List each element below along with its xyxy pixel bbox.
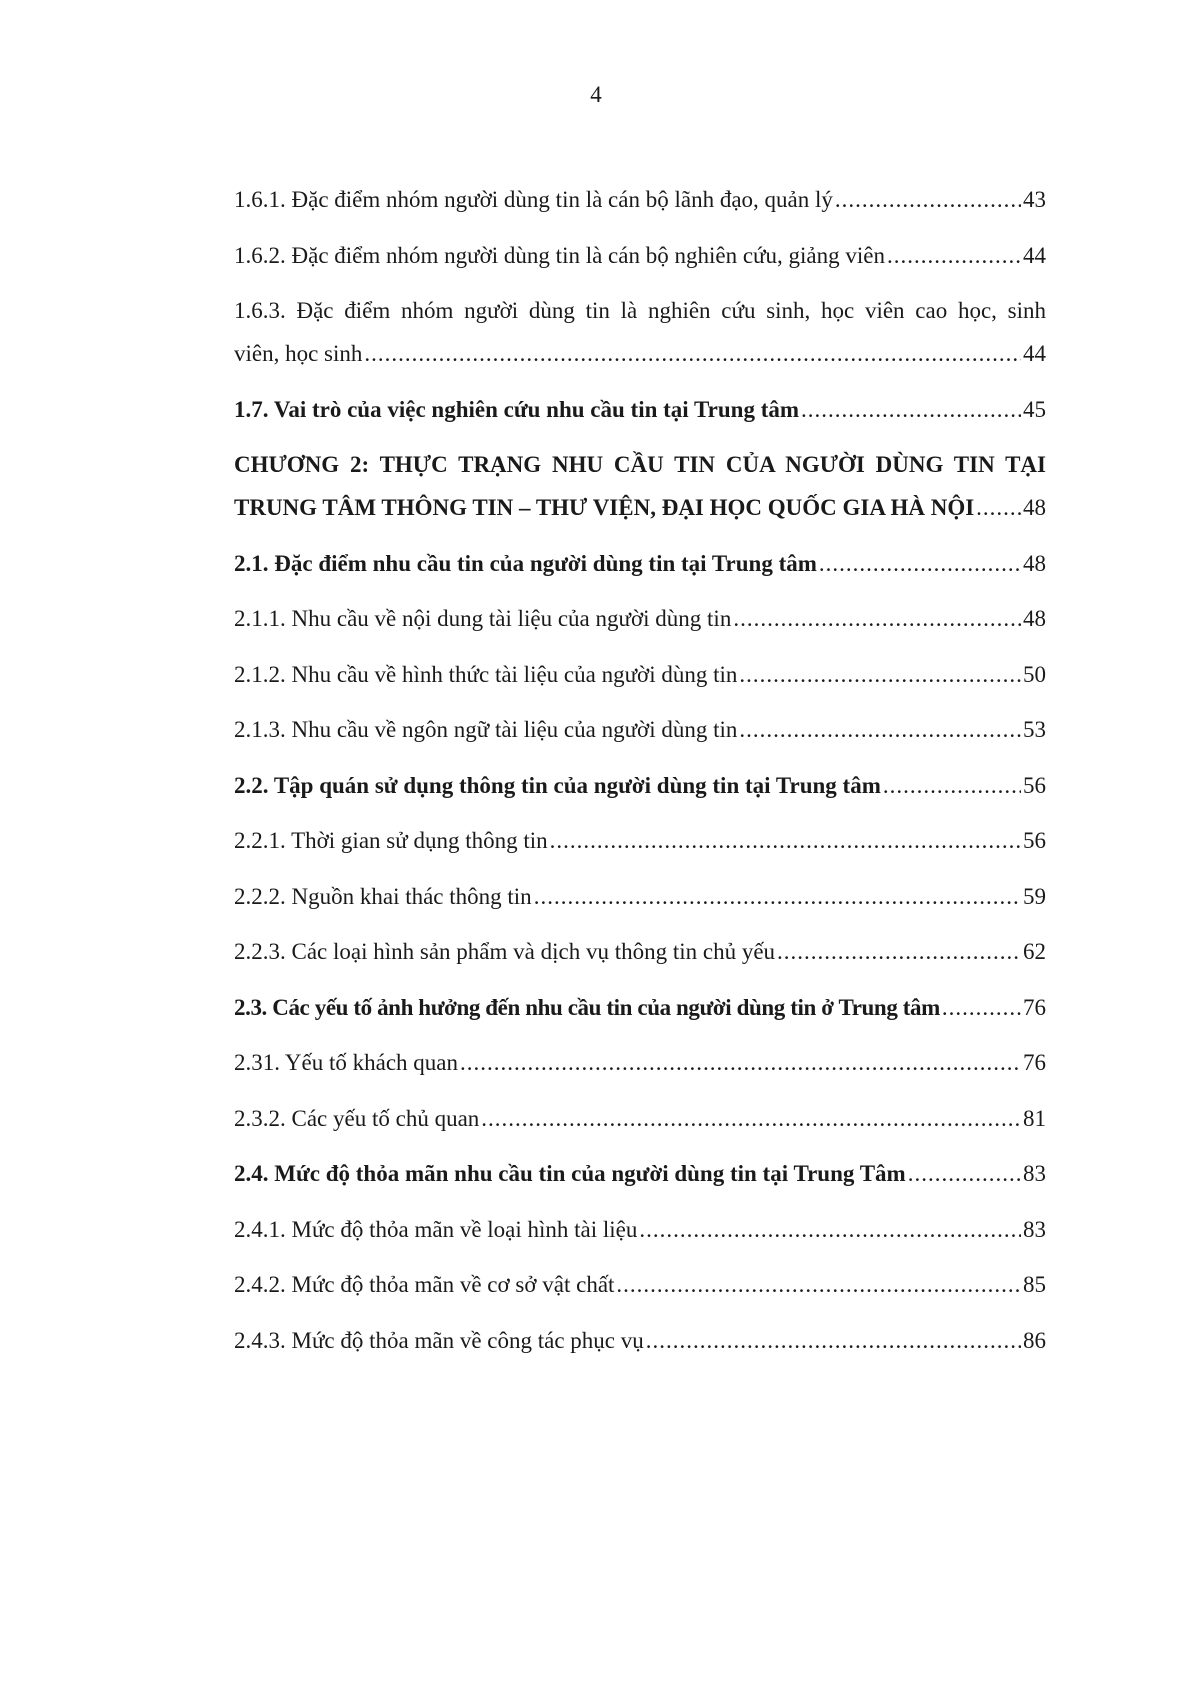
toc-entry-page: 83 xyxy=(1023,1161,1046,1186)
toc-entry-title: 2.2.2. Nguồn khai thác thông tin xyxy=(234,883,532,909)
toc-entry-page: 50 xyxy=(1023,661,1046,687)
dot-leader xyxy=(646,1319,1021,1362)
dot-leader xyxy=(364,332,1021,375)
dot-leader xyxy=(460,1041,1021,1084)
toc-entry-title: viên, học sinh xyxy=(234,341,363,366)
toc-entry-title: 2.1.1. Nhu cầu về nội dung tài liệu của người dùng tin xyxy=(234,606,732,631)
toc-entry-title: TRUNG TÂM THÔNG TIN – THƯ VIỆN, ĐẠI HỌC QUỐC GIA HÀ NỘI xyxy=(234,495,975,520)
toc-entry-2-3-2[interactable] xyxy=(234,1097,1046,1140)
dot-leader xyxy=(739,708,1021,751)
toc-entry-page: 59 xyxy=(1023,883,1046,909)
toc-entry-2-2-3[interactable] xyxy=(234,930,1046,973)
toc-entry-title: 2.31. Yếu tố khách quan xyxy=(234,1050,458,1075)
toc-entry-title: 2.1.2. Nhu cầu về hình thức tài liệu của người dùng tin xyxy=(234,661,738,687)
toc-entry-2-1-2[interactable] xyxy=(234,653,1046,696)
toc-entry-2-2-1[interactable] xyxy=(234,819,1046,862)
toc-entry-title: 1.7. Vai trò của việc nghiên cứu nhu cầu tin tại Trung tâm xyxy=(234,396,800,422)
dot-leader xyxy=(819,542,1021,585)
page-number: 4 xyxy=(590,82,602,107)
toc-entry-chapter-2[interactable] xyxy=(234,443,1046,529)
dot-leader xyxy=(481,1097,1021,1140)
toc-entry-title: 2.3. Các yếu tố ảnh hưởng đến nhu cầu tin của người dùng tin ở Trung tâm xyxy=(234,994,940,1020)
toc-entry-title: 2.2.3. Các loại hình sản phẩm và dịch vụ thông tin chủ yếu xyxy=(234,939,776,964)
toc-entry-1-6-1[interactable] xyxy=(234,178,1046,221)
toc-entry-title: 2.1. Đặc điểm nhu cầu tin của người dùng tin tại Trung tâm xyxy=(234,550,817,576)
toc-entry-page: 45 xyxy=(1023,396,1046,422)
toc-entry-2-1-1[interactable] xyxy=(234,597,1046,640)
toc-entry-2-3-1[interactable] xyxy=(234,1041,1046,1084)
dot-leader xyxy=(534,875,1021,918)
toc-entry-title: 2.4.2. Mức độ thỏa mãn về cơ sở vật chất xyxy=(234,1272,615,1297)
toc-entry-title-line1: CHƯƠNG 2: THỰC TRẠNG NHU CẦU TIN CỦA NGƯỜI DÙNG TIN TẠI xyxy=(234,452,1046,477)
toc-entry-title: 2.2.1. Thời gian sử dụng thông tin xyxy=(234,828,548,853)
toc-entry-2-4-2[interactable] xyxy=(234,1263,1046,1306)
toc-entry-title: 2.4. Mức độ thỏa mãn nhu cầu tin của người dùng tin tại Trung Tâm xyxy=(234,1161,906,1186)
toc-entry-title: 2.4.1. Mức độ thỏa mãn về loại hình tài liệu xyxy=(234,1216,638,1242)
dot-leader xyxy=(739,653,1021,696)
toc-entry-page: 43 xyxy=(1023,187,1046,212)
toc-entry-2-4-3[interactable] xyxy=(234,1319,1046,1362)
toc-entry-title: 2.2. Tập quán sử dụng thông tin của người dùng tin tại Trung tâm xyxy=(234,772,881,798)
toc-entry-title: 1.6.2. Đặc điểm nhóm người dùng tin là cán bộ nghiên cứu, giảng viên xyxy=(234,242,885,268)
toc-entry-page: 44 xyxy=(1023,341,1046,366)
toc-entry-page: 56 xyxy=(1023,772,1046,798)
toc-entry-title-line1: 1.6.3. Đặc điểm nhóm người dùng tin là nghiên cứu sinh, học viên cao học, sinh xyxy=(234,298,1046,323)
toc-entry-2-2[interactable] xyxy=(234,764,1046,807)
dot-leader xyxy=(835,178,1021,221)
toc-entry-2-4-1[interactable] xyxy=(234,1208,1046,1251)
toc-entry-page: 86 xyxy=(1023,1327,1046,1353)
toc-entry-page: 83 xyxy=(1023,1216,1046,1242)
dot-leader xyxy=(887,234,1021,277)
toc-entry-2-1[interactable] xyxy=(234,542,1046,585)
dot-leader xyxy=(908,1152,1021,1195)
toc-entry-1-6-3[interactable] xyxy=(234,289,1046,375)
toc-entry-page: 48 xyxy=(1023,495,1046,520)
toc-entry-page: 56 xyxy=(1023,828,1046,853)
dot-leader xyxy=(777,930,1021,973)
toc-entry-page: 53 xyxy=(1023,717,1046,742)
dot-leader xyxy=(801,388,1021,431)
toc-entry-2-2-2[interactable] xyxy=(234,875,1046,918)
toc-entry-title: 2.3.2. Các yếu tố chủ quan xyxy=(234,1105,480,1131)
toc-entry-page: 44 xyxy=(1023,242,1046,268)
toc-entry-page: 76 xyxy=(1023,1050,1046,1075)
toc-entry-title: 1.6.1. Đặc điểm nhóm người dùng tin là cán bộ lãnh đạo, quản lý xyxy=(234,187,833,212)
toc-entry-2-4[interactable] xyxy=(234,1152,1046,1195)
toc-entry-page: 85 xyxy=(1023,1272,1046,1297)
dot-leader xyxy=(616,1263,1021,1306)
toc-entry-title: 2.1.3. Nhu cầu về ngôn ngữ tài liệu của người dùng tin xyxy=(234,717,738,742)
dot-leader xyxy=(976,486,1021,529)
toc-entry-page: 81 xyxy=(1023,1105,1046,1131)
dot-leader xyxy=(942,986,1021,1029)
toc-entry-title: 2.4.3. Mức độ thỏa mãn về công tác phục vụ xyxy=(234,1327,644,1353)
dot-leader xyxy=(883,764,1021,807)
toc-entry-2-1-3[interactable] xyxy=(234,708,1046,751)
toc-entry-2-3[interactable] xyxy=(234,986,1046,1029)
toc-entry-page: 62 xyxy=(1023,939,1046,964)
dot-leader xyxy=(733,597,1021,640)
toc-entry-page: 76 xyxy=(1023,994,1046,1020)
toc-entry-1-6-2[interactable] xyxy=(234,234,1046,277)
toc-entry-1-7[interactable] xyxy=(234,388,1046,431)
dot-leader xyxy=(639,1208,1021,1251)
toc-entry-page: 48 xyxy=(1023,606,1046,631)
dot-leader xyxy=(550,819,1021,862)
toc-entry-page: 48 xyxy=(1023,550,1046,576)
table-of-contents xyxy=(234,178,1046,1374)
